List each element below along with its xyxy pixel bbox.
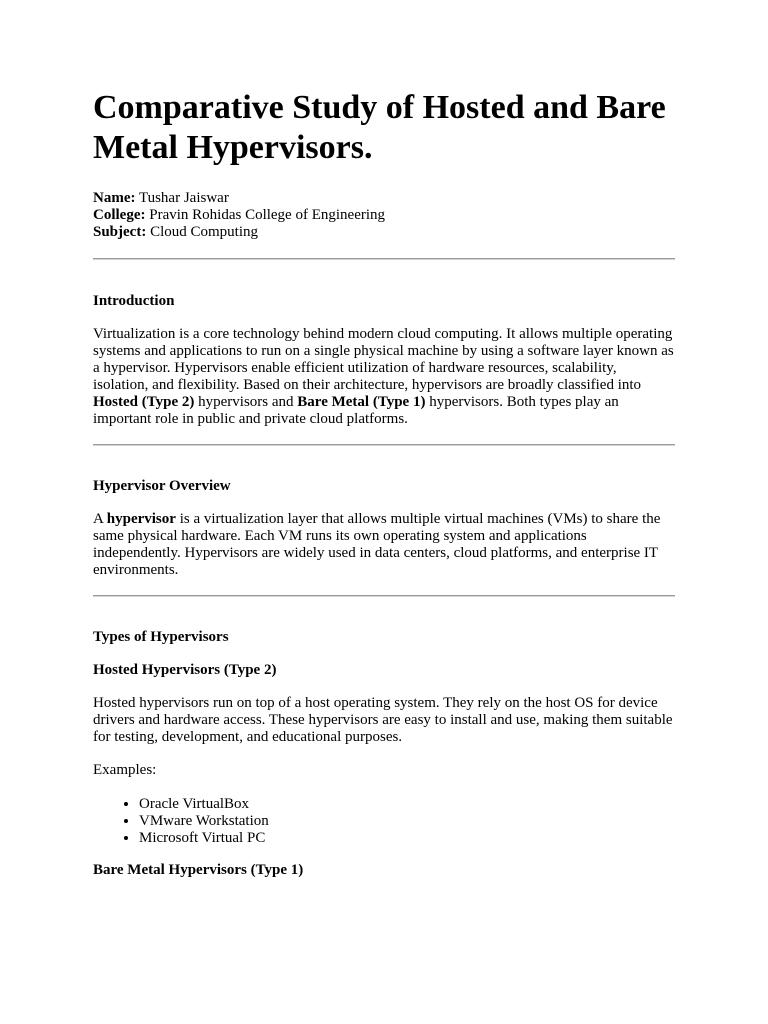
college-line bbox=[93, 207, 675, 224]
overview-heading: Hypervisor Overview bbox=[93, 478, 231, 494]
subject-line bbox=[93, 224, 675, 241]
bare-metal-heading: Bare Metal Hypervisors (Type 1) bbox=[93, 862, 304, 878]
types-heading: Types of Hypervisors bbox=[93, 629, 229, 645]
examples-list bbox=[93, 796, 675, 847]
list-item: • Oracle VirtualBox bbox=[139, 796, 675, 813]
introduction-heading: Introduction bbox=[93, 293, 175, 309]
examples-label: Examples: bbox=[93, 762, 157, 778]
document-title: Comparative Study of Hosted and Bare Metal Hypervisors. bbox=[93, 89, 666, 166]
introduction-bold-bare-metal: Bare Metal (Type 1) bbox=[297, 394, 426, 410]
list-item: • Microsoft Virtual PC bbox=[139, 830, 675, 847]
subject-label: Subject: bbox=[93, 224, 147, 240]
college-value: Pravin Rohidas College of Engineering bbox=[145, 207, 386, 223]
hosted-paragraph: Hosted hypervisors run on top of a host operating system. They rely on the host OS for device drivers and hardware access. These hypervisors are easy to install and use, making them suitable for testing, development, and educational purposes. bbox=[93, 695, 673, 745]
name-value: Tushar Jaiswar bbox=[135, 190, 229, 206]
divider bbox=[93, 444, 675, 446]
author-info bbox=[93, 190, 675, 241]
introduction-text-2: hypervisors and bbox=[194, 394, 298, 410]
introduction-bold-hosted: Hosted (Type 2) bbox=[93, 394, 195, 410]
college-label: College: bbox=[93, 207, 146, 223]
introduction-text-1: Virtualization is a core technology behind modern cloud computing. It allows multiple operating systems and applications to run on a single physical machine by using a software layer known as a hypervisor. Hypervisors enable efficient utilization of hardware resources, scalability, isolation, and flexibility. Based on their architecture, hypervisors are broadly classified into bbox=[93, 326, 674, 393]
overview-text-1: A bbox=[93, 511, 107, 527]
introduction-paragraph bbox=[93, 326, 675, 428]
overview-paragraph bbox=[93, 511, 675, 579]
introduction-text-3: hypervisors. Both types play an important role in public and private cloud platforms. bbox=[93, 394, 619, 427]
name-label: Name: bbox=[93, 190, 136, 206]
document-content bbox=[93, 88, 675, 879]
hosted-heading: Hosted Hypervisors (Type 2) bbox=[93, 662, 277, 678]
divider bbox=[93, 258, 675, 260]
subject-value: Cloud Computing bbox=[146, 224, 259, 240]
divider bbox=[93, 595, 675, 597]
overview-bold-hypervisor: hypervisor bbox=[106, 511, 176, 527]
name-line bbox=[93, 190, 675, 207]
list-item: • VMware Workstation bbox=[139, 813, 675, 830]
overview-text-2: is a virtualization layer that allows multiple virtual machines (VMs) to share the same physical hardware. Each VM runs its own operating system and applications independently. Hypervisors are widely used in data centers, cloud platforms, and enterprise IT environments. bbox=[93, 511, 661, 578]
